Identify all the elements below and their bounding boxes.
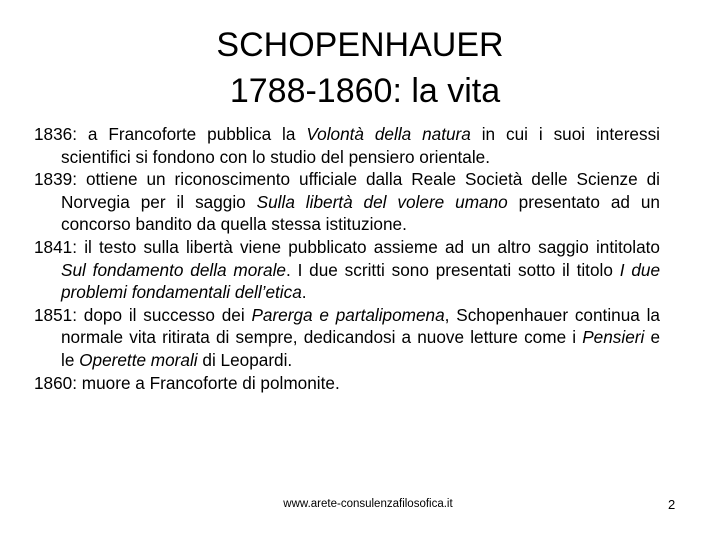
entry-text: 1841: il testo sulla libertà viene pubblicato assieme ad un altro saggio intitolato xyxy=(34,236,660,257)
entry-text: 1836: a Francoforte pubblica la xyxy=(34,124,307,144)
timeline-entry-1839 xyxy=(34,168,660,236)
entry-text: e le xyxy=(61,327,660,370)
timeline-entry-1851 xyxy=(34,304,660,372)
timeline-entry-1841 xyxy=(34,236,660,304)
entry-text: . I due scritti sono presentati sotto il titolo xyxy=(285,259,620,280)
entry-text: 1839: ottiene un riconoscimento ufficiale dalla Reale Società delle Scienze di Norvegia per il saggio xyxy=(34,169,660,212)
entry-text: 1860: muore a Francoforte di polmonite. xyxy=(34,372,340,393)
work-title: I due problemi fondamentali dell’etica xyxy=(61,259,661,303)
entry-text: di Leopardi. xyxy=(197,349,293,370)
entry-text: . xyxy=(301,282,307,303)
work-title: Parerga e partalipomena xyxy=(251,304,445,325)
work-title: Pensieri xyxy=(582,327,645,348)
timeline-text xyxy=(34,123,660,394)
entry-text: presentato ad un concorso bandito da quella stessa istituzione. xyxy=(61,191,660,235)
title-name: SCHOPENHAUER xyxy=(216,26,504,64)
work-title: Sul fondamento della morale xyxy=(61,259,286,280)
timeline-entry-1860 xyxy=(34,372,660,395)
title-dates: 1788-1860: la vita xyxy=(229,72,501,110)
slide-title xyxy=(0,22,720,114)
page-number: 2 xyxy=(668,497,676,512)
work-title: Operette morali xyxy=(79,349,198,370)
entry-text: 1851: dopo il successo dei xyxy=(34,304,252,325)
work-title: Volontà della natura xyxy=(306,124,471,144)
footer-url: www.arete-consulenzafilosofica.it xyxy=(283,498,453,510)
entry-text: in cui i suoi interessi scientifici si fondono con lo studio del pensiero orientale. xyxy=(61,124,660,167)
work-title: Sulla libertà del volere umano xyxy=(256,191,508,212)
entry-text: , Schopenhauer continua la normale vita ritirata di sempre, dedicandosi a nuove letture come i xyxy=(61,304,660,348)
timeline-entry-1836 xyxy=(34,123,660,168)
